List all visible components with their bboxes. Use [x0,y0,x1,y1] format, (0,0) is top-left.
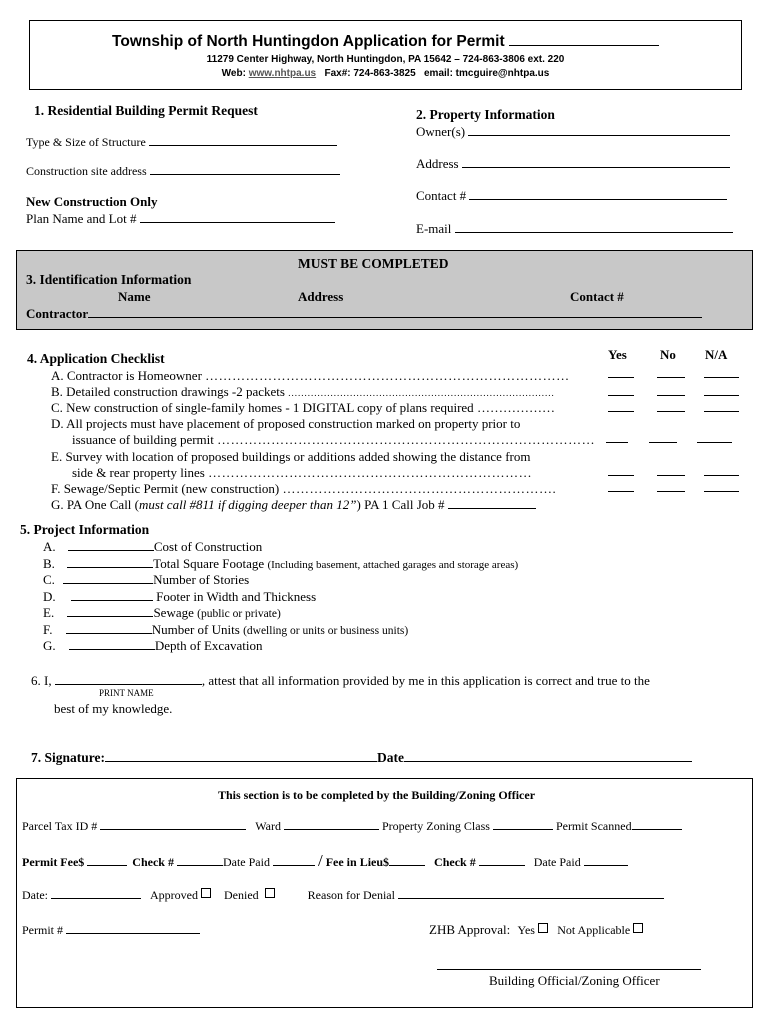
check2-label: Check # [434,855,476,869]
office-row-2 [22,851,628,871]
type-size-row [26,135,337,150]
excavation-field[interactable] [69,639,155,650]
address-field[interactable] [462,157,730,168]
form-title-text: Township of North Huntingdon Application for Permit [112,33,505,50]
col-name-header: Name [118,289,151,304]
project-letter-a: A. [43,539,56,554]
check1-label: Check # [132,855,174,869]
checklist-item-e-cont: side & rear property lines ……………………………………………………………… [72,465,533,480]
answer-b-yes[interactable] [608,395,634,396]
project-row-d [43,589,316,605]
answer-b-no[interactable] [657,395,685,396]
checklist-item-g-note: must call #811 if digging deeper than 12” [139,497,357,512]
permit-number-label: Permit # [22,923,63,937]
col-contact-header: Contact # [570,289,624,304]
contact-field[interactable] [469,189,727,200]
permit-number-field[interactable] [66,923,200,934]
official-caption: Building Official/Zoning Officer [489,973,660,988]
col-na-header: N/A [705,347,728,362]
must-complete-banner: MUST BE COMPLETED [298,256,449,271]
fee-in-lieu-field[interactable] [389,855,425,866]
checklist-item-c: C. New construction of single-family homes - 1 DIGITAL copy of plans required ……………… [51,400,555,415]
project-row-a [43,539,262,555]
owners-field[interactable] [468,125,730,136]
zoning-class-field[interactable] [493,819,553,830]
signature-row [31,750,692,766]
stories-label: Number of Stories [153,572,250,587]
checklist-item-g-post: ) PA 1 Call Job # [356,497,445,512]
checklist-item-g-pre: G. PA One Call ( [51,497,139,512]
address-label: Address [416,156,459,171]
checklist-item-e-label1: E. Survey with location of proposed buildings or additions added showing the distance from [51,449,531,464]
answer-e-no[interactable] [657,475,685,476]
web-link[interactable]: www.nhtpa.us [248,68,317,79]
checklist-item-d [51,416,520,432]
signature-label: 7. Signature: [31,750,106,765]
zhb-row [429,922,643,938]
contact-line [30,68,741,79]
answer-a-no[interactable] [657,377,685,378]
office-use-box [16,778,753,1008]
parcel-field[interactable] [100,819,246,830]
fax-number: Fax#: 724-863-3825 [324,68,416,79]
identification-box [16,250,753,330]
answer-c-yes[interactable] [608,411,634,412]
checklist-item-f: F. Sewage/Septic Permit (new construction) ……………………………………………………. [51,481,557,496]
answer-a-na[interactable] [704,377,739,378]
zhb-na-checkbox[interactable] [633,923,643,933]
zhb-label: ZHB Approval: [429,922,511,937]
attestation-row [31,673,650,689]
pa-one-call-job-field[interactable] [448,498,536,509]
denied-checkbox[interactable] [265,888,275,898]
project-row-c [43,572,249,588]
contractor-row [26,306,702,322]
date-paid1-field[interactable] [273,855,315,866]
project-letter-e: E. [43,605,55,620]
project-row-e [43,605,281,621]
office-row-3 [22,888,664,903]
answer-f-no[interactable] [657,491,685,492]
checklist-item-a-label: A. Contractor is Homeowner [51,368,202,383]
excavation-label: Depth of Excavation [154,638,263,653]
project-letter-d: D. [43,589,56,604]
checklist-item-b: B. Detailed construction drawings -2 packets .................................................................................. [51,384,555,399]
web-label: Web: [221,68,246,79]
header-box [29,20,742,90]
owners-label: Owner(s) [416,124,466,139]
checklist-item-a: A. Contractor is Homeowner ……………………………………………………………………… [51,368,570,383]
date-paid1-label: Date Paid [222,855,270,869]
contractor-field[interactable] [88,307,702,318]
attestation-text: , attest that all information provided by me in this application is correct and true to the [201,673,650,688]
permit-fee-field[interactable] [87,855,127,866]
email-address: email: tmcguire@nhtpa.us [424,68,550,79]
office-row-1 [22,819,682,834]
cost-field[interactable] [68,540,154,551]
check1-field[interactable] [177,855,223,866]
section5-title: 5. Project Information [20,522,150,537]
section3-title: 3. Identification Information [26,272,192,287]
permit-fee-label: Permit Fee$ [22,855,85,869]
footer-label: Footer in Width and Thickness [156,589,317,604]
township-address: 11279 Center Highway, North Huntingdon, PA 15642 – 724-863-3806 ext. 220 [206,54,565,65]
date-paid2-label: Date Paid [533,855,581,869]
attestation-line2: best of my knowledge. [54,701,173,716]
checklist-item-d-label2: issuance of building permit [72,432,214,447]
approved-label: Approved [150,888,198,902]
permit-scanned-label: Permit Scanned [555,819,632,833]
contact-row [416,188,727,204]
square-footage-field[interactable] [67,557,153,568]
reason-label: Reason for Denial [307,888,395,902]
denied-label: Denied [224,888,259,902]
footer-field[interactable] [71,590,153,601]
check2-field[interactable] [479,855,525,866]
answer-d-no[interactable] [649,442,677,443]
cost-label: Cost of Construction [153,539,263,554]
owners-row [416,124,730,140]
site-address-label: Construction site address [26,164,147,178]
address-row [416,156,730,172]
fee-in-lieu-label: Fee in Lieu$ [325,855,390,869]
answer-d-yes[interactable] [606,442,628,443]
checklist-item-c-label: C. New construction of single-family homes - 1 DIGITAL copy of plans required [51,400,474,415]
signature-date-field[interactable] [404,751,692,762]
project-letter-c: C. [43,572,55,587]
answer-e-yes[interactable] [608,475,634,476]
type-size-label: Type & Size of Structure [26,135,146,149]
square-footage-note: (Including basement, attached garages and storage areas) [267,559,519,571]
checklist-item-b-label: B. Detailed construction drawings -2 packets [51,384,285,399]
approved-checkbox[interactable] [201,888,211,898]
slash-separator: / [317,851,323,870]
checklist-item-d-cont: issuance of building permit ………………………………………………………………………… [72,432,596,447]
signature-field[interactable] [105,751,377,762]
answer-c-no[interactable] [657,411,685,412]
answer-f-na[interactable] [704,491,739,492]
ward-field[interactable] [284,819,379,830]
ward-label: Ward [255,819,281,833]
type-size-field[interactable] [149,135,337,146]
print-name-caption: PRINT NAME [99,688,154,698]
sewage-label: Sewage [153,605,194,620]
project-row-b [43,556,518,572]
sewage-field[interactable] [67,606,153,617]
site-address-field[interactable] [150,164,340,175]
office-date-field[interactable] [51,888,141,899]
answer-c-na[interactable] [704,411,739,412]
units-label: Number of Units [151,622,240,637]
plan-name-field[interactable] [140,212,335,223]
project-row-f [43,622,408,638]
office-section-title: This section is to be completed by the Building/Zoning Officer [218,788,536,802]
checklist-item-e [51,449,530,465]
permit-number-row [22,923,200,938]
plan-name-row [26,211,335,227]
parcel-label: Parcel Tax ID # [22,819,98,833]
checklist-item-d-label1: D. All projects must have placement of proposed construction marked on property prior to [51,416,521,431]
email-row [416,221,733,237]
col-no-header: No [660,347,676,362]
print-name-field[interactable] [55,674,202,685]
project-letter-f: F. [43,622,53,637]
sewage-note: (public or private) [197,608,281,620]
zhb-yes-label: Yes [517,923,535,937]
site-address-row [26,164,340,179]
reason-field[interactable] [398,888,664,899]
contractor-label: Contractor [26,306,89,321]
plan-name-label: Plan Name and Lot # [26,211,137,226]
project-row-g [43,638,262,654]
office-date-label: Date: [22,888,48,902]
answer-f-yes[interactable] [608,491,634,492]
zoning-class-label: Property Zoning Class [381,819,490,833]
section2-title: 2. Property Information [416,107,555,122]
new-construction-heading: New Construction Only [26,194,158,209]
section1-title: 1. Residential Building Permit Request [34,103,258,118]
col-yes-header: Yes [608,347,627,362]
official-signature-field[interactable] [437,969,701,970]
attestation-prefix: 6. I, [31,673,52,688]
square-footage-label: Total Square Footage [153,556,265,571]
email-label: E-mail [416,221,452,236]
project-letter-g: G. [43,638,56,653]
answer-b-na[interactable] [704,395,739,396]
answer-a-yes[interactable] [608,377,634,378]
section4-title: 4. Application Checklist [27,351,165,366]
units-note: (dwelling or units or business units) [243,625,409,637]
answer-e-na[interactable] [704,475,739,476]
title-blank[interactable] [509,35,659,46]
zhb-yes-checkbox[interactable] [538,923,548,933]
permit-scanned-field[interactable] [632,819,682,830]
answer-d-na[interactable] [697,442,732,443]
form-title [30,33,741,51]
units-field[interactable] [66,623,152,634]
col-address-header: Address [298,289,344,304]
checklist-item-g [51,497,536,513]
signature-date-label: Date [377,750,405,765]
checklist-item-e-label2: side & rear property lines [72,465,205,480]
project-letter-b: B. [43,556,55,571]
zhb-na-label: Not Applicable [557,923,631,937]
stories-field[interactable] [63,573,153,584]
checklist-item-f-label: F. Sewage/Septic Permit (new construction) [51,481,280,496]
email-field[interactable] [455,222,733,233]
date-paid2-field[interactable] [584,855,628,866]
contact-label: Contact # [416,188,467,203]
